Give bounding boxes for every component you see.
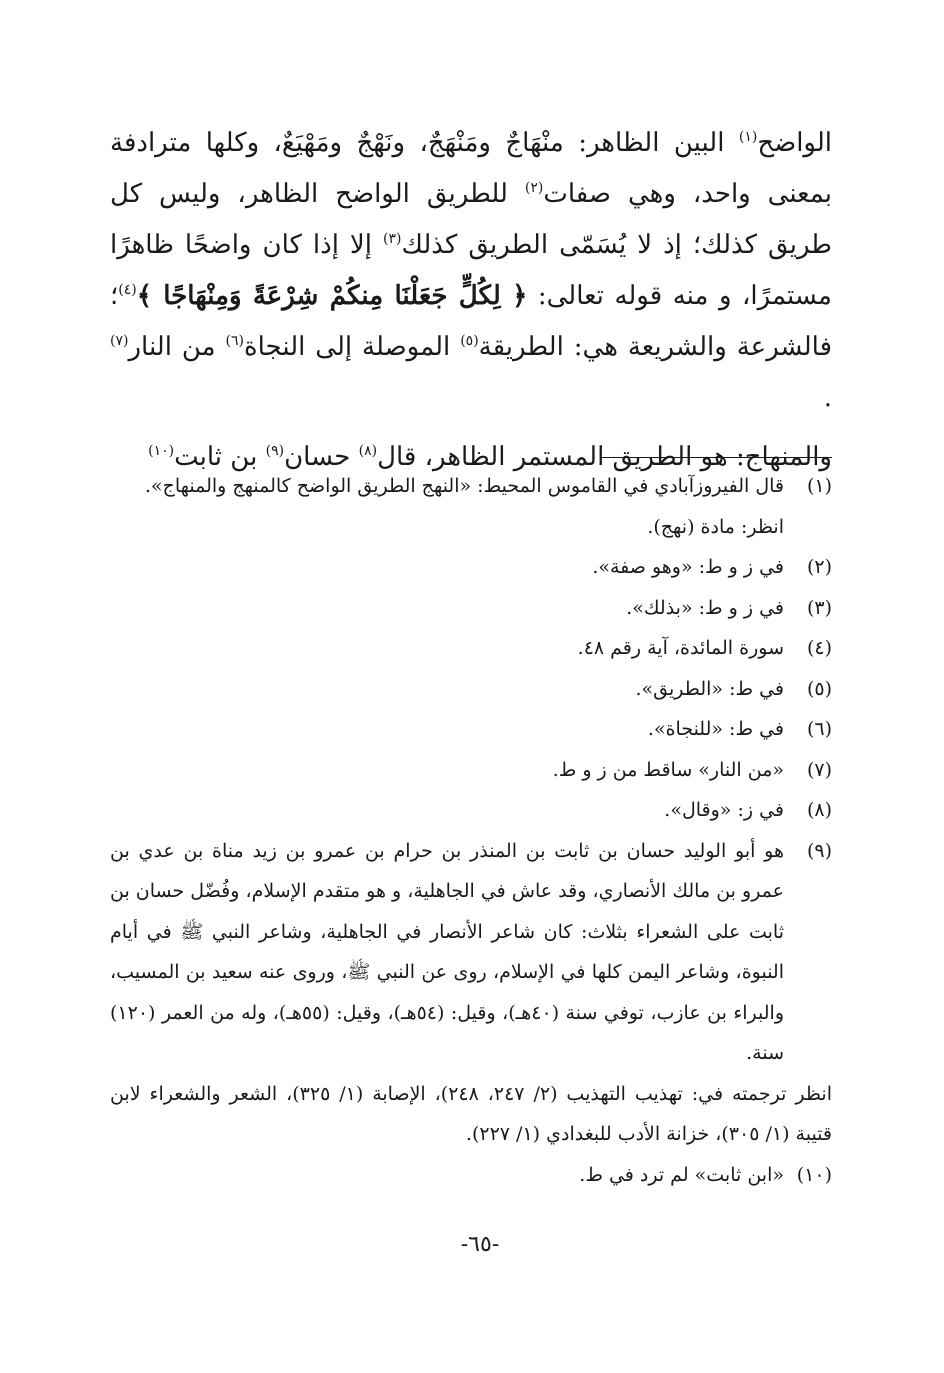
text-run: من النار: [128, 332, 226, 362]
footnotes: [110, 466, 832, 1195]
footnote-number: (٦): [806, 718, 832, 740]
footnote-text: في ط: «للنجاة».: [647, 718, 784, 740]
text-run: .: [823, 383, 832, 413]
footnote-6: [110, 709, 832, 750]
footnote-text: في ز و ط: «بذلك».: [626, 596, 784, 619]
footnote-text: قال الفيروزآبادي في القاموس المحيط: «النهج الطريق الواضح كالمنهج والمنهاج».: [144, 475, 784, 497]
footnote-9-references: [110, 1074, 832, 1155]
footnote-ref-10[interactable]: (١٠): [148, 443, 175, 459]
footnote-ref-3[interactable]: (٣): [383, 231, 402, 247]
footnote-separator: [600, 457, 832, 458]
footnote-1-continuation: انظر: مادة (نهج).: [647, 515, 784, 538]
footnote-text: «من النار» ساقط من ز و ط.: [552, 758, 784, 781]
footnote-text: سورة المائدة، آية رقم ٤٨.: [577, 637, 784, 659]
footnote-number: (٣): [806, 596, 832, 619]
footnote-3: [110, 588, 832, 629]
text-run: بن ثابت: [174, 442, 266, 472]
quran-verse: ﴿ لِكُلٍّ جَعَلْنَا مِنكُمْ شِرْعَةً وَمِنْهَاجًا ﴾: [136, 281, 528, 311]
page-number: -٦٥-: [460, 1232, 500, 1257]
text-run: الواضح: [757, 128, 832, 158]
footnote-7: [110, 750, 832, 791]
text-run: للطريق الواضح الظاهر، وليس كل طريق كذلك؛ إذ لا يُسَمّى الطريق كذلك: [110, 179, 832, 260]
main-text: [110, 118, 832, 483]
footnote-text: هو أبو الوليد حسان بن ثابت بن المنذر بن حرام بن عمرو بن زيد مناة بن عدي بن عمرو بن مالك الأنصاري، وقد عاش في الجاهلية، و هو متقدم الإسلام، وفُضّل حسان بن ثابت على الشعراء بثلاث: كان شاعر الأنصار في الجاهلية، وشاعر النبي ﷺ في أيام النبوة، وشاعر اليمن كلها في الإسلام، روى عن النبي ﷺ، وروى عنه سعيد بن المسيب، والبراء بن عازب، توفي سنة (٤٠هـ)، وقيل: (٥٤هـ)، وقيل: (٥٥هـ)، وله من العمر (١٢٠) سنة.: [110, 839, 785, 1064]
footnote-text: «ابن ثابت» لم ترد في ط.: [579, 1163, 784, 1186]
footnote-text: في ط: «الطريق».: [635, 677, 784, 700]
footnote-ref-8[interactable]: (٨): [358, 443, 378, 459]
footnote-5: [110, 669, 832, 710]
footnote-number: (١): [806, 475, 832, 497]
text-run: البين الظاهر: منْهَاجٌ ومَنْهَجٌ، ونَهْجٌ ومَهْيَعٌ، وكلها مترادفة بمعنى واحد، وهي صفات: [110, 128, 832, 209]
footnote-number: (٤): [806, 637, 832, 659]
footnote-number: (١٠): [796, 1163, 832, 1186]
footnote-1: [110, 466, 832, 507]
text-run: ؛ فالشرعة والشريعة هي: الطريقة: [110, 281, 833, 362]
footnote-9: [110, 831, 832, 1074]
footnote-10: [110, 1155, 832, 1196]
footnote-8: [110, 790, 832, 831]
footnote-number: (٢): [806, 556, 832, 578]
footnote-number: (٥): [806, 677, 832, 700]
footnote-number: (٧): [806, 758, 832, 781]
text-run: والمنهاج: هو الطريق المستمر الظاهر، قال: [377, 442, 832, 472]
footnote-2: [110, 547, 832, 588]
text-run: إلا إذا كان واضحًا ظاهرًا مستمرًا، و منه قوله تعالى:: [110, 230, 832, 311]
text-run: حسان: [284, 442, 359, 472]
footnote-ref-9[interactable]: (٩): [265, 443, 285, 459]
footnote-text: في ز و ط: «وهو صفة».: [592, 556, 784, 578]
footnote-ref-5[interactable]: (٥): [460, 333, 479, 349]
footnote-ref-1[interactable]: (١): [738, 129, 758, 145]
footnote-number: (٩): [806, 839, 832, 862]
footnote-4: [110, 628, 832, 669]
footnote-ref-2[interactable]: (٢): [524, 180, 544, 196]
text-run: الموصلة إلى النجاة: [244, 332, 461, 362]
footnote-text: انظر ترجمته في: تهذيب التهذيب (٢/ ٢٤٧، ٢٤٨)، الإصابة (١/ ٣٢٥)، الشعر والشعراء لابن قتيبة (١/ ٣٠٥)، خزانة الأدب للبغدادي (١/ ٢٢٧).: [110, 1082, 832, 1145]
footnote-ref-6[interactable]: (٦): [225, 333, 245, 349]
footnote-text: في ز: «وقال».: [664, 799, 784, 821]
footnote-ref-7[interactable]: (٧): [110, 333, 129, 349]
paragraph-1: [110, 118, 832, 424]
footnote-ref-4[interactable]: (٤): [118, 282, 137, 298]
footnote-number: (٨): [806, 799, 832, 821]
